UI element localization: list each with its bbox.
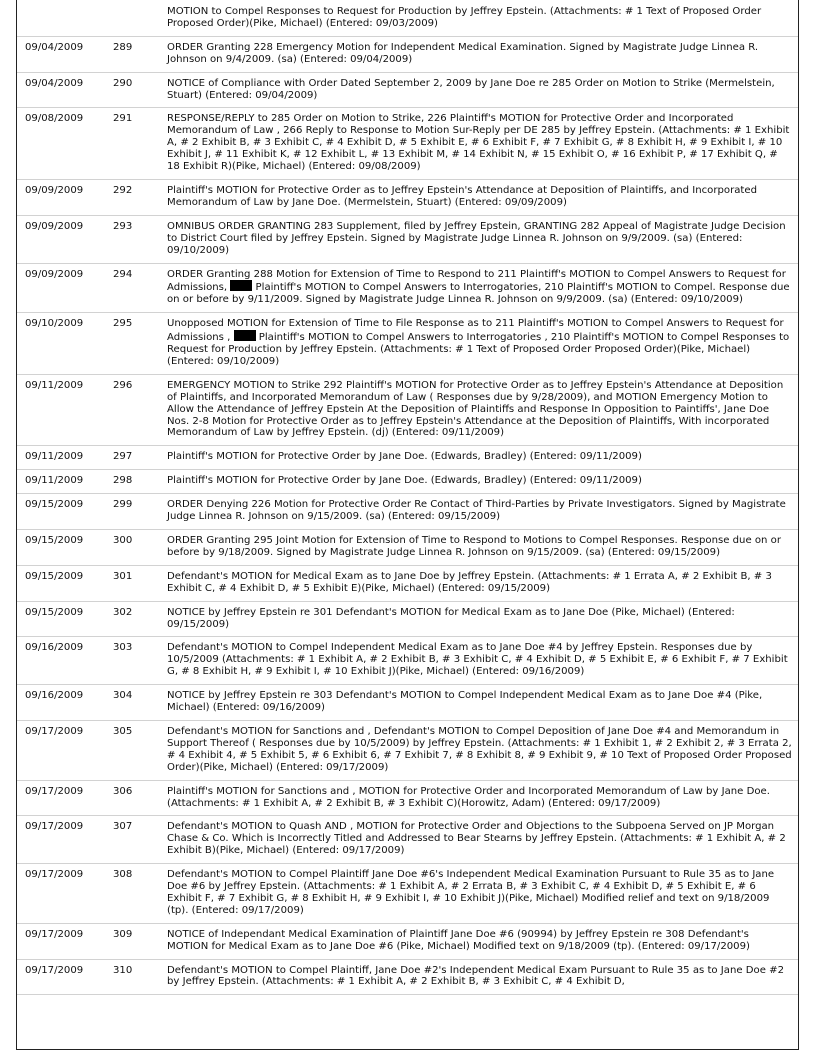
- entry-date: [17, 0, 113, 36]
- entry-date: 09/10/2009: [17, 313, 113, 375]
- entry-text-part: Unopposed MOTION for Extension of Time to File Response as to 211 Plaintiff's MOTION to Compel Answers to Request for Admissions ,: [167, 318, 784, 344]
- entry-description: RESPONSE/REPLY to 285 Order on Motion to Strike, 226 Plaintiff's MOTION for Protective Order and Incorporated Memorandum of Law , 266 Reply to Response to Motion Sur-Reply per DE 285 by Jeffrey Epstein. (Attachments: # 1 Exhibit A, # 2 Exhibit B, # 3 Exhibit C, # 4 Exhibit D, # 5 Exhibit E, # 6 Exhibit F, # 7 Exhibit G, # 8 Exhibit H, # 9 Exhibit I, # 10 Exhibit J, # 11 Exhibit K, # 12 Exhibit L, # 13 Exhibit M, # 14 Exhibit N, # 15 Exhibit O, # 16 Exhibit P, # 17 Exhibit Q, # 18 Exhibit R)(Pike, Michael) (Entered: 09/08/2009): [167, 108, 798, 180]
- entry-number: 310: [113, 959, 167, 995]
- docket-entry-row: [17, 959, 798, 995]
- entry-date: 09/16/2009: [17, 637, 113, 685]
- entry-number: 290: [113, 72, 167, 108]
- entry-date: 09/17/2009: [17, 816, 113, 864]
- docket-entry-row: [17, 530, 798, 566]
- entry-date: 09/17/2009: [17, 959, 113, 995]
- entry-description: Defendant's MOTION to Compel Plaintiff, Jane Doe #2's Independent Medical Exam Pursuant to Rule 35 as to Jane Doe #2 by Jeffrey Epstein. (Attachments: # 1 Exhibit A, # 2 Exhibit B, # 3 Exhibit C, # 4 Exhibit D,: [167, 959, 798, 995]
- entry-description: Defendant's MOTION for Sanctions and , Defendant's MOTION to Compel Deposition of Jane Doe #4 and Memorandum in Support Thereof ( Responses due by 10/5/2009) by Jeffrey Epstein. (Attachments: # 1 Exhibit 1, # 2 Exhibit 2, # 3 Errata 2, # 4 Exhibit 4, # 5 Exhibit 5, # 6 Exhibit 6, # 7 Exhibit 7, # 8 Exhibit 8, # 9 Exhibit 9, # 10 Text of Proposed Order Proposed Order)(Pike, Michael) (Entered: 09/17/2009): [167, 720, 798, 780]
- docket-entry-row: [17, 179, 798, 215]
- entry-number: 289: [113, 36, 167, 72]
- entry-number: [113, 0, 167, 36]
- entry-description: [167, 313, 798, 375]
- docket-entry-row: [17, 0, 798, 36]
- entry-description: Defendant's MOTION for Medical Exam as to Jane Doe by Jeffrey Epstein. (Attachments: # 1 Errata A, # 2 Exhibit B, # 3 Exhibit C, # 4 Exhibit D, # 5 Exhibit E)(Pike, Michael) (Entered: 09/15/2009): [167, 565, 798, 601]
- entry-number: 305: [113, 720, 167, 780]
- entry-number: 304: [113, 685, 167, 721]
- entry-date: 09/04/2009: [17, 36, 113, 72]
- entry-description: ORDER Denying 226 Motion for Protective Order Re Contact of Third-Parties by Private Investigators. Signed by Magistrate Judge Linnea R. Johnson on 9/15/2009. (sa) (Entered: 09/15/2009): [167, 494, 798, 530]
- entry-number: 300: [113, 530, 167, 566]
- entry-description: Defendant's MOTION to Quash AND , MOTION for Protective Order and Objections to the Subpoena Served on JP Morgan Chase & Co. Which is Incorrectly Titled and Addressed to Bear Stearns by Jeffrey Epstein. (Attachments: # 1 Exhibit A, # 2 Exhibit B)(Pike, Michael) (Entered: 09/17/2009): [167, 816, 798, 864]
- docket-entry-row: [17, 494, 798, 530]
- entry-date: 09/04/2009: [17, 72, 113, 108]
- docket-entry-row: [17, 720, 798, 780]
- entry-description: NOTICE of Independant Medical Examination of Plaintiff Jane Doe #6 (90994) by Jeffrey Epstein re 308 Defendant's MOTION for Medical Exam as to Jane Doe #6 (Pike, Michael) Modified text on 9/18/2009 (tp). (Entered: 09/17/2009): [167, 923, 798, 959]
- entry-number: 306: [113, 780, 167, 816]
- docket-entry-row: [17, 637, 798, 685]
- docket-entry-row: [17, 864, 798, 924]
- entry-date: 09/15/2009: [17, 530, 113, 566]
- docket-entry-row: [17, 446, 798, 470]
- entry-description: EMERGENCY MOTION to Strike 292 Plaintiff's MOTION for Protective Order as to Jeffrey Epstein's Attendance at Deposition of Plaintiffs, and Incorporated Memorandum of Law ( Responses due by 9/28/2009), and MOTION Emergency Motion to Allow the Attendance of Jeffrey Epstein At the Deposition of Plaintiffs and Response In Opposition to Paintiffs', Jane Doe Nos. 2-8 Motion for Protective Order as to Jeffrey Epstein's Attendance at the Deposition of Plaintiffs, With incorporated Memorandum of Law by Jeffrey Epstein. (dj) (Entered: 09/11/2009): [167, 374, 798, 446]
- entry-number: 303: [113, 637, 167, 685]
- entry-date: 09/09/2009: [17, 179, 113, 215]
- redaction-box: [230, 280, 252, 291]
- entry-number: 292: [113, 179, 167, 215]
- entry-text-part: Plaintiff's MOTION to Compel Answers to Interrogatories, 210 Plaintiff's MOTION to Compel. Response due on or before by 9/11/2009. Signed by Magistrate Judge Linnea R. Johnson on 9/9/2009. (sa) (Entered: 09/10/2009): [167, 282, 790, 306]
- entry-number: 299: [113, 494, 167, 530]
- docket-entry-row: [17, 108, 798, 180]
- docket-entry-row: [17, 36, 798, 72]
- entry-number: 294: [113, 263, 167, 313]
- entry-date: 09/11/2009: [17, 374, 113, 446]
- entry-description: Defendant's MOTION to Compel Independent Medical Exam as to Jane Doe #4 by Jeffrey Epstein. Responses due by 10/5/2009 (Attachments: # 1 Exhibit A, # 2 Exhibit B, # 3 Exhibit C, # 4 Exhibit D, # 5 Exhibit E, # 6 Exhibit F, # 7 Exhibit G, # 8 Exhibit H, # 9 Exhibit I, # 10 Exhibit J)(Pike, Michael) (Entered: 09/16/2009): [167, 637, 798, 685]
- entry-description: Defendant's MOTION to Compel Plaintiff Jane Doe #6's Independent Medical Examination Pursuant to Rule 35 as to Jane Doe #6 by Jeffrey Epstein. (Attachments: # 1 Exhibit A, # 2 Errata B, # 3 Exhibit C, # 4 Exhibit D, # 5 Exhibit E, # 6 Exhibit F, # 7 Exhibit G, # 8 Exhibit H, # 9 Exhibit I, # 10 Exhibit J)(Pike, Michael) Modified relief and text on 9/18/2009 (tp). (Entered: 09/17/2009): [167, 864, 798, 924]
- entry-description: Plaintiff's MOTION for Protective Order by Jane Doe. (Edwards, Bradley) (Entered: 09/11/2009): [167, 470, 798, 494]
- docket-entry-row: [17, 601, 798, 637]
- entry-number: 301: [113, 565, 167, 601]
- entry-description: Plaintiff's MOTION for Protective Order by Jane Doe. (Edwards, Bradley) (Entered: 09/11/2009): [167, 446, 798, 470]
- entry-description: Plaintiff's MOTION for Protective Order as to Jeffrey Epstein's Attendance at Deposition of Plaintiffs, and Incorporated Memorandum of Law by Jane Doe. (Mermelstein, Stuart) (Entered: 09/09/2009): [167, 179, 798, 215]
- entry-date: 09/09/2009: [17, 215, 113, 263]
- entry-number: 293: [113, 215, 167, 263]
- entry-date: 09/15/2009: [17, 601, 113, 637]
- entry-number: 302: [113, 601, 167, 637]
- entry-description: ORDER Granting 295 Joint Motion for Extension of Time to Respond to Motions to Compel Responses. Response due on or before by 9/18/2009. Signed by Magistrate Judge Linnea R. Johnson on 9/15/2009. (sa) (Entered: 09/15/2009): [167, 530, 798, 566]
- docket-entry-row: [17, 685, 798, 721]
- entry-date: 09/17/2009: [17, 780, 113, 816]
- entry-number: 308: [113, 864, 167, 924]
- entry-number: 295: [113, 313, 167, 375]
- entry-date: 09/09/2009: [17, 263, 113, 313]
- entry-date: 09/17/2009: [17, 720, 113, 780]
- redaction-box: [234, 330, 256, 341]
- entry-date: 09/17/2009: [17, 923, 113, 959]
- entry-description: OMNIBUS ORDER GRANTING 283 Supplement, filed by Jeffrey Epstein, GRANTING 282 Appeal of Magistrate Judge Decision to District Court filed by Jeffrey Epstein. Signed by Magistrate Judge Linnea R. Johnson on 9/9/2009. (sa) (Entered: 09/10/2009): [167, 215, 798, 263]
- docket-entry-row: [17, 780, 798, 816]
- entry-date: 09/15/2009: [17, 494, 113, 530]
- docket-entry-row: [17, 72, 798, 108]
- docket-entry-row: [17, 263, 798, 313]
- entry-number: 307: [113, 816, 167, 864]
- entry-description: MOTION to Compel Responses to Request for Production by Jeffrey Epstein. (Attachments: # 1 Text of Proposed Order Proposed Order)(Pike, Michael) (Entered: 09/03/2009): [167, 0, 798, 36]
- entry-date: 09/17/2009: [17, 864, 113, 924]
- entry-date: 09/16/2009: [17, 685, 113, 721]
- entry-number: 296: [113, 374, 167, 446]
- docket-entry-row: [17, 313, 798, 375]
- entry-date: 09/11/2009: [17, 446, 113, 470]
- entry-description: Plaintiff's MOTION for Sanctions and , MOTION for Protective Order and Incorporated Memorandum of Law by Jane Doe. (Attachments: # 1 Exhibit A, # 2 Exhibit B, # 3 Exhibit C)(Horowitz, Adam) (Entered: 09/17/2009): [167, 780, 798, 816]
- docket-entry-row: [17, 565, 798, 601]
- entry-number: 309: [113, 923, 167, 959]
- docket-entry-row: [17, 374, 798, 446]
- entry-number: 291: [113, 108, 167, 180]
- entry-number: 298: [113, 470, 167, 494]
- docket-table: [17, 0, 798, 995]
- entry-description: ORDER Granting 228 Emergency Motion for Independent Medical Examination. Signed by Magistrate Judge Linnea R. Johnson on 9/4/2009. (sa) (Entered: 09/04/2009): [167, 36, 798, 72]
- entry-date: 09/15/2009: [17, 565, 113, 601]
- entry-date: 09/08/2009: [17, 108, 113, 180]
- docket-entry-row: [17, 816, 798, 864]
- entry-description: NOTICE of Compliance with Order Dated September 2, 2009 by Jane Doe re 285 Order on Motion to Strike (Mermelstein, Stuart) (Entered: 09/04/2009): [167, 72, 798, 108]
- docket-entry-row: [17, 923, 798, 959]
- entry-date: 09/11/2009: [17, 470, 113, 494]
- entry-description: NOTICE by Jeffrey Epstein re 301 Defendant's MOTION for Medical Exam as to Jane Doe (Pike, Michael) (Entered: 09/15/2009): [167, 601, 798, 637]
- docket-entry-row: [17, 215, 798, 263]
- entry-number: 297: [113, 446, 167, 470]
- entry-description: [167, 263, 798, 313]
- entry-text-part: ORDER Granting 288 Motion for Extension of Time to Respond to 211 Plaintiff's MOTION to Compel Answers to Request for Admissions,: [167, 268, 786, 294]
- entry-text-part: Plaintiff's MOTION to Compel Answers to Interrogatories , 210 Plaintiff's MOTION to Compel Responses to Request for Production by Jeffrey Epstein. (Attachments: # 1 Text of Proposed Order Proposed Order)(Pike, Michael) (Entered: 09/10/2009): [167, 332, 790, 367]
- docket-entry-row: [17, 470, 798, 494]
- docket-sheet: [16, 0, 799, 1050]
- entry-description: NOTICE by Jeffrey Epstein re 303 Defendant's MOTION to Compel Independent Medical Exam as to Jane Doe #4 (Pike, Michael) (Entered: 09/16/2009): [167, 685, 798, 721]
